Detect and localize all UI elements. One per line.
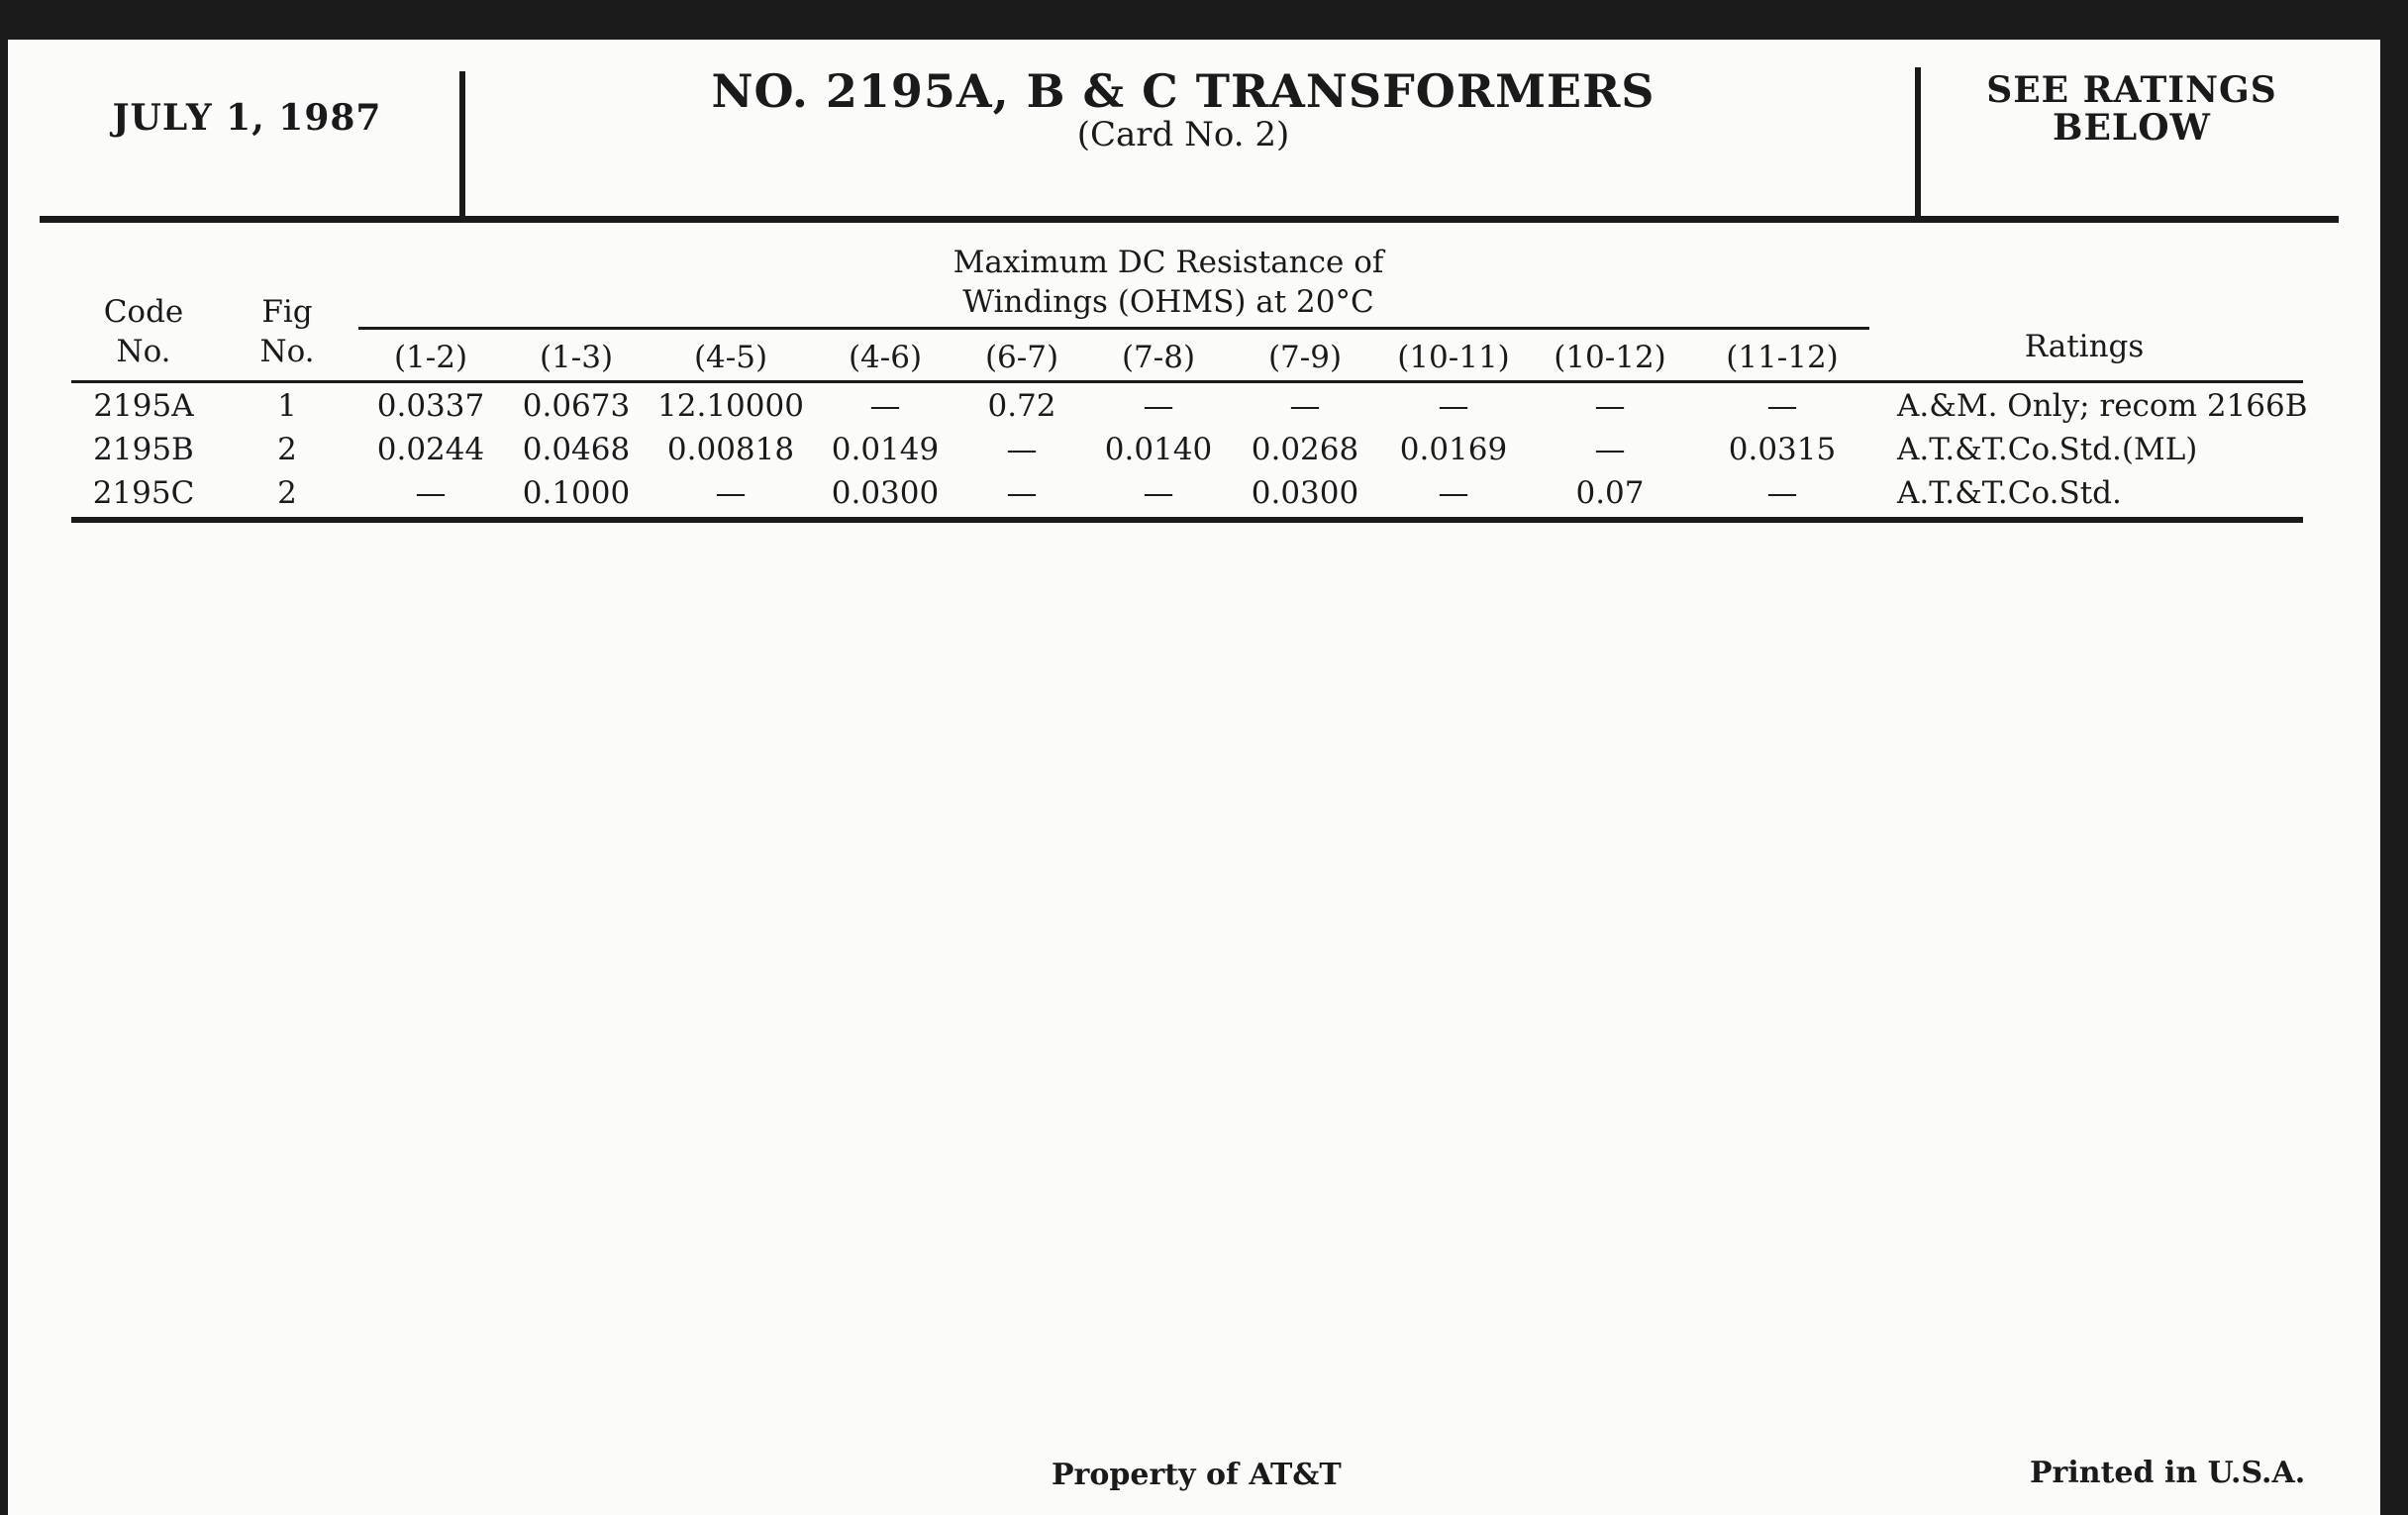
resistance-cell: 0.1000	[522, 475, 631, 511]
rating-cell: A.&M. Only; recom 2166B	[1897, 388, 2308, 424]
winding-header: (10-12)	[1554, 340, 1666, 375]
winding-header: (1-3)	[539, 340, 614, 375]
group-header-rule	[358, 327, 1869, 330]
resistance-cell: —	[1006, 475, 1038, 511]
code-cell: 2195C	[92, 475, 195, 511]
resistance-cell: 0.0244	[376, 432, 485, 467]
resistance-cell: 0.0315	[1728, 432, 1837, 467]
page-title: NO. 2195A, B & C TRANSFORMERS	[711, 64, 1656, 118]
printed-footer: Printed in U.S.A.	[2030, 1456, 2306, 1490]
resistance-cell: —	[1766, 475, 1798, 511]
ratings-note-line1: SEE RATINGS	[1986, 69, 2277, 111]
winding-header: (4-5)	[693, 340, 768, 375]
resistance-cell: —	[1438, 388, 1469, 424]
resistance-cell: —	[1289, 388, 1321, 424]
resistance-cell: 0.00818	[666, 432, 795, 467]
resistance-cell: —	[1766, 388, 1798, 424]
resistance-cell: —	[1594, 388, 1626, 424]
resistance-cell: —	[715, 475, 747, 511]
winding-header: (7-8)	[1121, 340, 1196, 375]
resistance-cell: 0.0140	[1104, 432, 1213, 467]
resistance-cell: 12.10000	[657, 388, 804, 424]
resistance-cell: —	[1143, 475, 1174, 511]
resistance-cell: —	[1594, 432, 1626, 467]
ratings-note	[1919, 71, 2345, 147]
resistance-cell: 0.0673	[522, 388, 631, 424]
winding-header: (1-2)	[393, 340, 468, 375]
table-bottom-rule	[71, 517, 2303, 523]
resistance-cell: —	[1438, 475, 1469, 511]
winding-header: (10-11)	[1397, 340, 1510, 375]
resistance-cell: —	[869, 388, 901, 424]
fig-cell: 2	[277, 432, 297, 467]
issue-date: JULY 1, 1987	[112, 97, 382, 139]
resistance-cell: 0.0268	[1251, 432, 1359, 467]
card-number: (Card No. 2)	[1076, 115, 1290, 154]
code-header: Code No.	[103, 294, 184, 369]
resistance-cell: 0.0300	[1251, 475, 1359, 511]
resistance-cell: 0.0300	[831, 475, 940, 511]
winding-header: (11-12)	[1726, 340, 1839, 375]
resistance-cell: —	[1006, 432, 1038, 467]
code-cell: 2195B	[93, 432, 194, 467]
resistance-cell: 0.0468	[522, 432, 631, 467]
header-bottom-rule	[40, 216, 2339, 223]
resistance-cell: —	[1143, 388, 1174, 424]
resistance-cell: 0.0169	[1399, 432, 1508, 467]
resistance-cell: 0.0337	[376, 388, 485, 424]
winding-header: (7-9)	[1267, 340, 1343, 375]
fig-cell: 2	[277, 475, 297, 511]
ratings-note-line2: BELOW	[2053, 107, 2211, 149]
table-top-rule	[71, 380, 2303, 383]
winding-header: (4-6)	[848, 340, 923, 375]
code-cell: 2195A	[93, 388, 194, 424]
fig-header: Fig No.	[259, 294, 315, 369]
resistance-cell: 0.07	[1575, 475, 1645, 511]
resistance-group-header: Maximum DC Resistance of Windings (OHMS) at 20°C	[953, 245, 1384, 320]
rating-cell: A.T.&T.Co.Std.(ML)	[1897, 432, 2198, 467]
winding-header: (6-7)	[984, 340, 1059, 375]
resistance-cell: 0.0149	[831, 432, 940, 467]
title-block	[455, 65, 1911, 152]
fig-cell: 1	[277, 388, 297, 424]
ratings-header: Ratings	[2024, 329, 2145, 364]
resistance-cell: 0.72	[987, 388, 1056, 424]
property-footer: Property of AT&T	[1052, 1458, 1342, 1492]
resistance-cell: —	[415, 475, 447, 511]
rating-cell: A.T.&T.Co.Std.	[1897, 475, 2122, 511]
